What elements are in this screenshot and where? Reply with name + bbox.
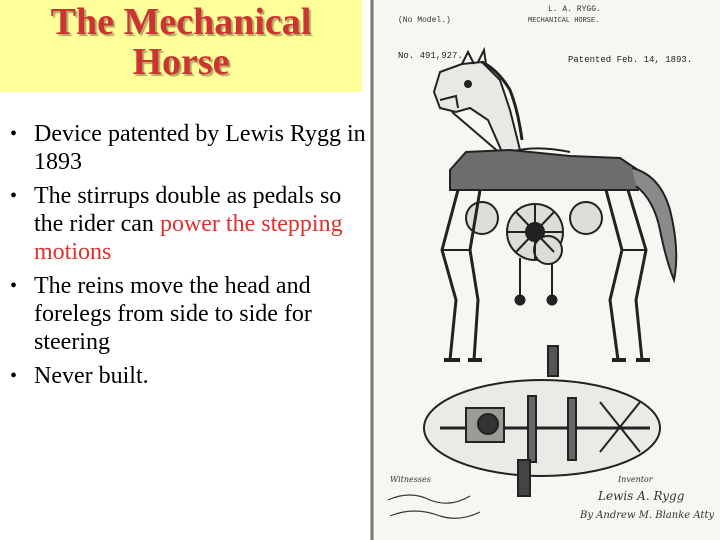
patent-model-note: (No Model.) [398,16,451,25]
attorney-signature: By Andrew M. Blanke Atty [580,510,715,521]
bullet-text: Never built. [34,363,149,389]
inventor-signature: Lewis A. Rygg [598,489,685,503]
patent-inventor: L. A. RYGG. [548,5,601,14]
bullet-dot: • [10,365,18,387]
patent-date: Patented Feb. 14, 1893. [568,55,693,65]
bullet-dot: • [10,123,18,145]
patent-device-name: MECHANICAL HORSE. [528,17,600,25]
bullet-item [4,182,366,266]
patent-number: No. 491,927. [398,51,463,61]
bullet-text: The reins move the head and forelegs from side to side for steering [34,273,312,355]
bullet-text: The stirrups double as pedals so the rider can [34,183,342,237]
bullet-item [4,272,366,356]
patent-drawing-svg [370,0,720,540]
bullet-item [4,362,366,390]
witnesses-label: Witnesses [390,475,431,484]
title-line-2: Horse [132,41,230,83]
bullet-text: Device patented by Lewis Rygg in 1893 [34,121,366,175]
patent-drawing-image [370,0,720,540]
bullet-dot: • [10,275,18,297]
bullet-item [4,120,366,176]
title-line-1: The Mechanical [50,1,312,43]
bullet-highlight: power the stepping motions [34,211,343,265]
inventor-label: Inventor [618,475,653,484]
bullet-list [4,120,366,396]
slide-title [0,2,362,82]
bullet-dot: • [10,185,18,207]
